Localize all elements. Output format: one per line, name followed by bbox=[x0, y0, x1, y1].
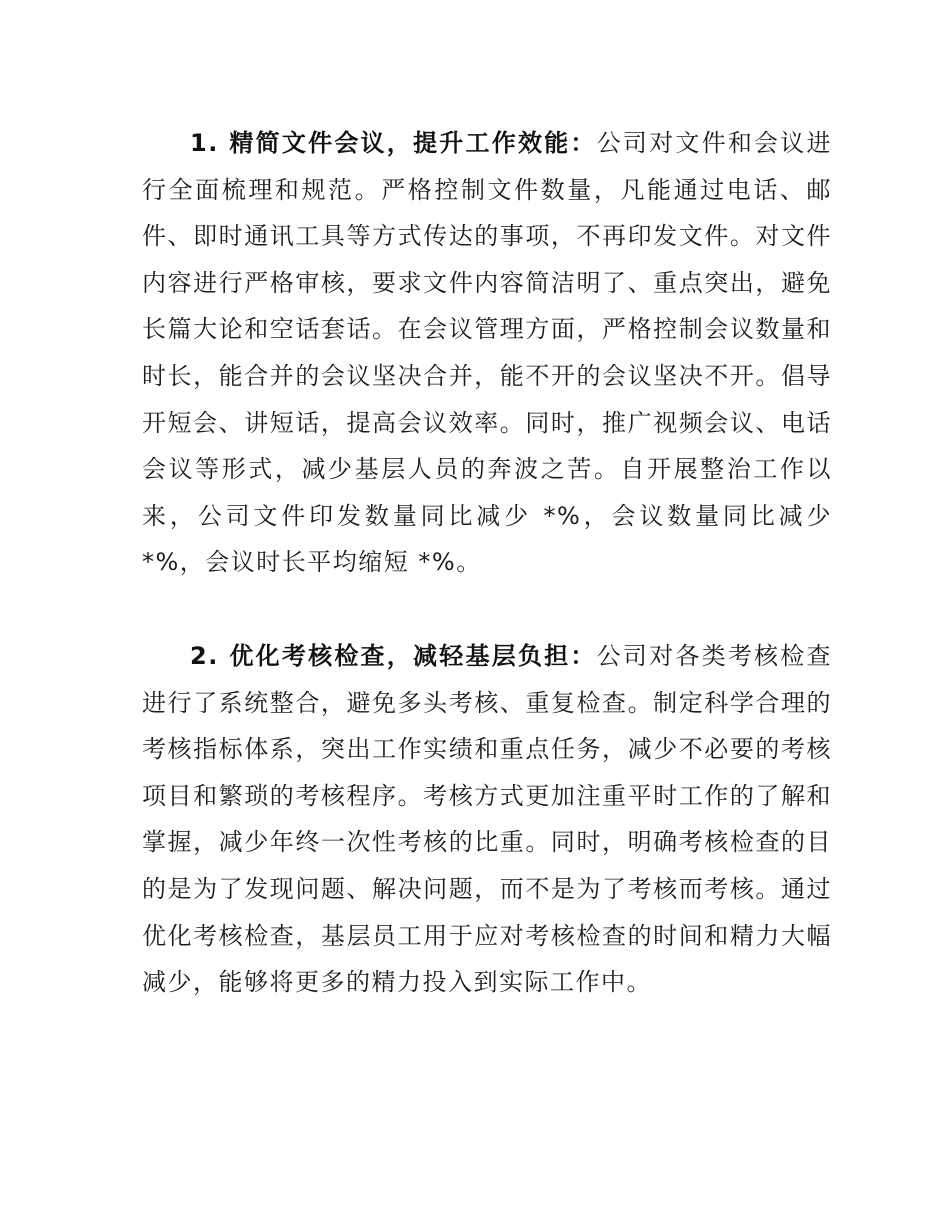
paragraph-optimize-assessment bbox=[142, 633, 832, 1006]
paragraph-streamline-documents-meetings bbox=[142, 120, 832, 586]
paragraph-heading: 2. 优化考核检查，减轻基层负担： bbox=[190, 642, 597, 670]
paragraph-body: 公司对文件和会议进行全面梳理和规范。严格控制文件数量，凡能通过电话、邮件、即时通讯工具等方式传达的事项，不再印发文件。对文件内容进行严格审核，要求文件内容简洁明了、重点突出，避免长篇大论和空话套话。在会议管理方面，严格控制会议数量和时长，能合并的会议坚决合并，能不开的会议坚决不开。倡导开短会、讲短话，提高会议效率。同时，推广视频会议、电话会议等形式，减少基层人员的奔波之苦。自开展整治工作以来，公司文件印发数量同比减少 *%，会议数量同比减少 *%，会议时长平均缩短 *%。 bbox=[142, 129, 833, 577]
paragraph-body: 公司对各类考核检查进行了系统整合，避免多头考核、重复检查。制定科学合理的考核指标体系，突出工作实绩和重点任务，减少不必要的考核项目和繁琐的考核程序。考核方式更加注重平时工作的了解和掌握，减少年终一次性考核的比重。同时，明确考核检查的目的是为了发现问题、解决问题，而不是为了考核而考核。通过优化考核检查，基层员工用于应对考核检查的时间和精力大幅减少，能够将更多的精力投入到实际工作中。 bbox=[142, 642, 833, 997]
paragraph-heading: 1. 精简文件会议，提升工作效能： bbox=[190, 129, 597, 157]
